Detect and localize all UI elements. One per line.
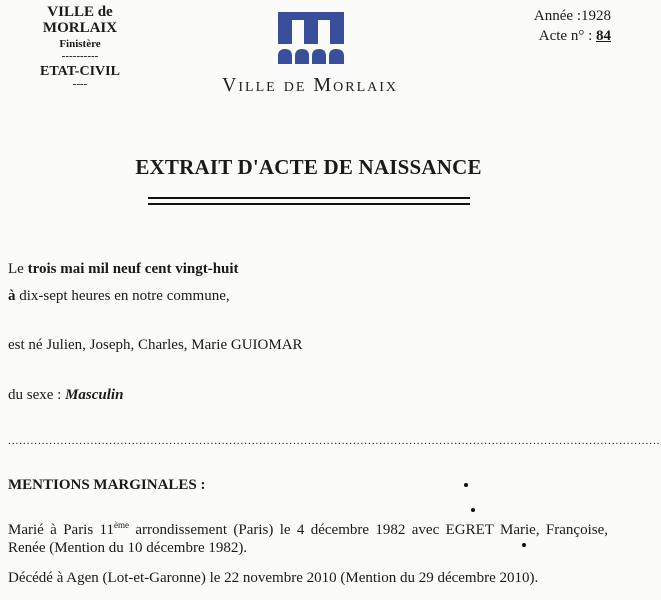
- separator-line: ----: [72, 78, 88, 90]
- dotted-separator: ..............................................................................................................................................................................: [8, 435, 661, 447]
- year-value: 1928: [581, 8, 611, 24]
- date-prefix: Le: [8, 261, 24, 277]
- time-prefix: à: [8, 288, 16, 304]
- year-line: [534, 6, 611, 26]
- act-number-line: [534, 26, 611, 46]
- marriage-text-end: arrondissement (Paris) le 4 décembre 1982 avec EGRET Marie, Françoise, Renée (Mention du 10 décembre 1982).: [8, 522, 608, 556]
- birth-time-line: [8, 288, 230, 305]
- death-mention: Décédé à Agen (Lot-et-Garonne) le 22 novembre 2010 (Mention du 29 décembre 2010).: [8, 570, 539, 586]
- born-name-line: est né Julien, Joseph, Charles, Marie GUIOMAR: [8, 337, 303, 353]
- morlaix-m-logo-icon: [276, 4, 346, 66]
- act-reference: [534, 6, 611, 46]
- scan-speck: [464, 483, 468, 487]
- service-name: ETAT-CIVIL: [40, 64, 120, 79]
- act-label: Acte n° :: [538, 28, 593, 44]
- scan-speck: [471, 508, 475, 512]
- document-title: EXTRAIT D'ACTE DE NAISSANCE: [135, 155, 482, 179]
- birth-date: trois mai mil neuf cent vingt-huit: [27, 261, 239, 277]
- marriage-text-start: Marié à Paris 11: [8, 522, 114, 538]
- sex-value: Masculin: [65, 387, 124, 403]
- year-label: Année :: [533, 8, 581, 24]
- city-name: VILLE de MORLAIX: [42, 4, 118, 36]
- ordinal-suffix: ème: [114, 520, 129, 530]
- title-rule: [148, 203, 470, 205]
- scan-speck: [522, 543, 526, 547]
- separator-line: ----------: [61, 50, 99, 62]
- title-rule: [148, 197, 470, 199]
- birth-time: dix-sept heures en notre commune,: [19, 288, 230, 304]
- sex-label: du sexe :: [8, 387, 62, 403]
- logo-caption: Ville de Morlaix: [221, 74, 399, 96]
- department-name: Finistère: [59, 38, 101, 50]
- marriage-mention: [8, 516, 608, 557]
- civil-registry-header: [14, 4, 146, 89]
- birth-date-line: [8, 261, 239, 278]
- act-number: 84: [596, 28, 611, 44]
- marginal-mentions-heading: MENTIONS MARGINALES :: [8, 477, 206, 493]
- sex-line: [8, 387, 123, 404]
